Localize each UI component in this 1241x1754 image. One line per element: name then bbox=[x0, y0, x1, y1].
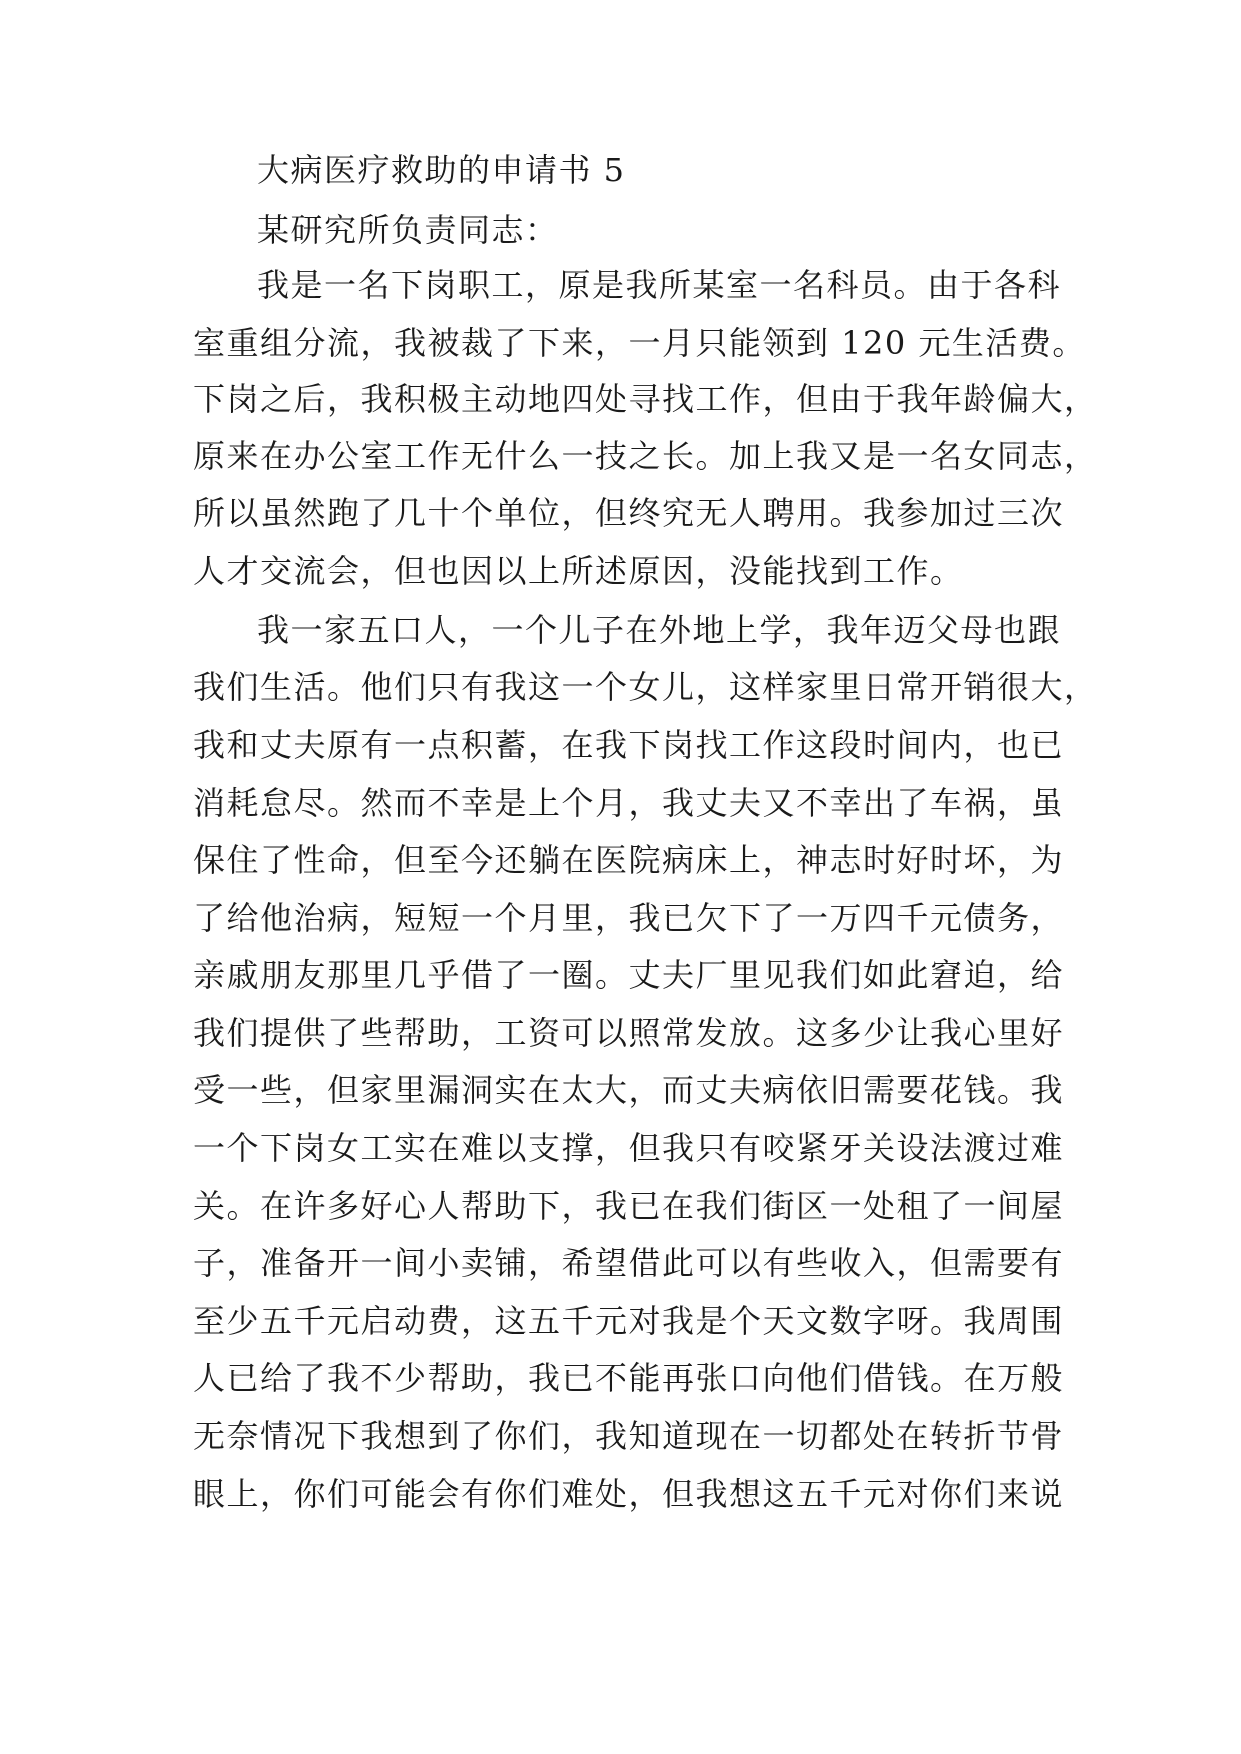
paragraph-line: 我们生活。他们只有我这一个女儿，这样家里日常开销很大， bbox=[193, 668, 1098, 706]
paragraph-line: 子，准备开一间小卖铺，希望借此可以有些收入，但需要有 bbox=[193, 1244, 1065, 1282]
paragraph-line: 了给他治病，短短一个月里，我已欠下了一万四千元债务， bbox=[193, 899, 1065, 937]
paragraph-line: 所以虽然跑了几十个单位，但终究无人聘用。我参加过三次 bbox=[193, 494, 1065, 532]
paragraph-line: 消耗怠尽。然而不幸是上个月，我丈夫又不幸出了车祸，虽 bbox=[193, 784, 1065, 822]
paragraph-line: 受一些，但家里漏洞实在太大，而丈夫病依旧需要花钱。我 bbox=[193, 1071, 1065, 1109]
paragraph-line: 一个下岗女工实在难以支撑，但我只有咬紧牙关设法渡过难 bbox=[193, 1129, 1065, 1167]
paragraph-line: 下岗之后，我积极主动地四处寻找工作，但由于我年龄偏大， bbox=[193, 380, 1098, 418]
paragraph-line: 我们提供了些帮助，工资可以照常发放。这多少让我心里好 bbox=[193, 1014, 1065, 1052]
paragraph-line: 至少五千元启动费，这五千元对我是个天文数字呀。我周围 bbox=[193, 1302, 1065, 1340]
paragraph-line: 保住了性命，但至今还躺在医院病床上，神志时好时坏，为 bbox=[193, 841, 1065, 879]
paragraph-line: 我一家五口人，一个儿子在外地上学，我年迈父母也跟 bbox=[257, 611, 1062, 649]
paragraph-line: 我和丈夫原有一点积蓄，在我下岗找工作这段时间内，也已 bbox=[193, 726, 1065, 764]
paragraph-line: 人已给了我不少帮助，我已不能再张口向他们借钱。在万般 bbox=[193, 1359, 1065, 1397]
paragraph-line: 室重组分流，我被裁了下来，一月只能领到 120 元生活费。 bbox=[193, 324, 1086, 362]
paragraph-line: 原来在办公室工作无什么一技之长。加上我又是一名女同志， bbox=[193, 437, 1098, 475]
paragraph-line: 无奈情况下我想到了你们，我知道现在一切都处在转折节骨 bbox=[193, 1417, 1065, 1455]
paragraph-line: 关。在许多好心人帮助下，我已在我们街区一处租了一间屋 bbox=[193, 1187, 1065, 1225]
paragraph-line: 我是一名下岗职工，原是我所某室一名科员。由于各科 bbox=[257, 266, 1062, 304]
paragraph-line: 眼上，你们可能会有你们难处，但我想这五千元对你们来说 bbox=[193, 1475, 1065, 1513]
document-title: 大病医疗救助的申请书 5 bbox=[257, 151, 626, 189]
paragraph-line: 亲戚朋友那里几乎借了一圈。丈夫厂里见我们如此窘迫，给 bbox=[193, 956, 1065, 994]
paragraph-line: 人才交流会，但也因以上所述原因，没能找到工作。 bbox=[193, 552, 964, 590]
salutation: 某研究所负责同志： bbox=[257, 211, 559, 249]
